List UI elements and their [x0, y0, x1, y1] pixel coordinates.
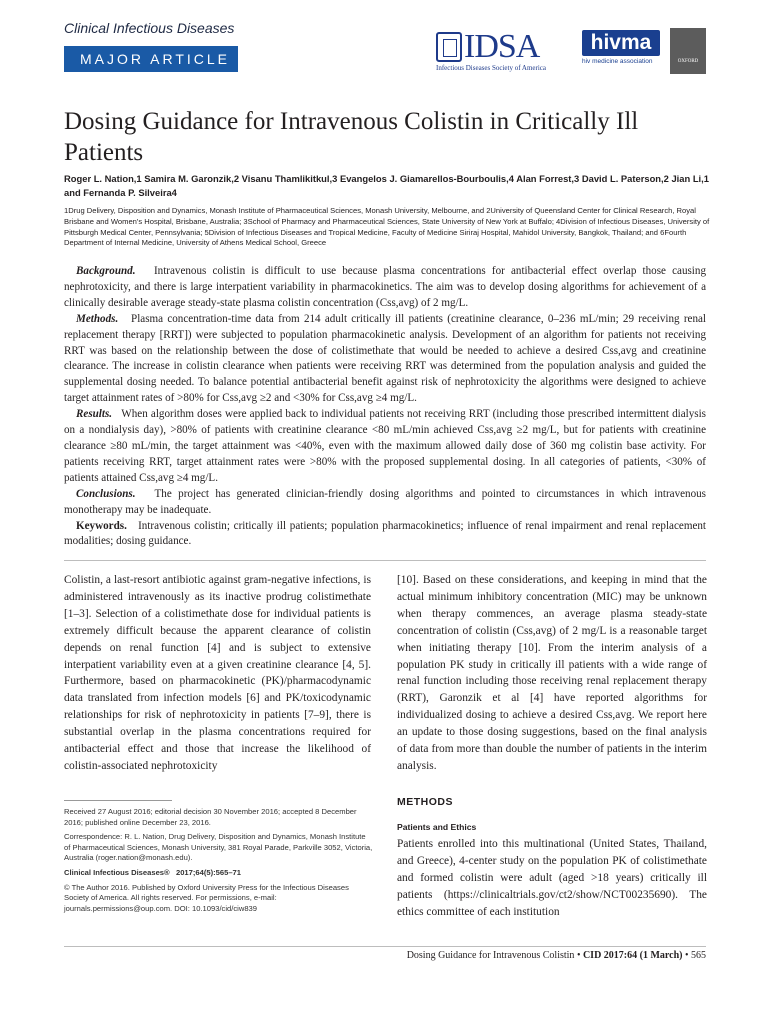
abstract-background	[64, 264, 706, 312]
article-type-badge: MAJOR ARTICLE	[64, 46, 238, 72]
oxford-logo: OXFORD	[670, 28, 706, 74]
abstract-keywords	[64, 519, 706, 551]
running-title: Dosing Guidance for Intravenous Colistin	[406, 950, 575, 961]
abstract-methods	[64, 312, 706, 407]
footer-divider	[64, 946, 706, 947]
results-label: Results.	[76, 408, 113, 421]
background-label: Background.	[76, 265, 136, 277]
abstract	[64, 264, 706, 550]
conclusions-text: The project has generated clinician-friendly dosing algorithms and pointed to circumstances in which intravenous monotherapy may be inadequate.	[64, 487, 706, 516]
copyright: © The Author 2016. Published by Oxford University Press for the Infectious Diseases Society of America. All rights reserved. For permissions, e-mail: journals.permissions@oup.com. DOI: 10.1093/cid/ciw839	[64, 882, 349, 913]
correspondence: Correspondence: R. L. Nation, Drug Delivery, Disposition and Dynamics, Monash Institute of Pharmaceutical Sciences, Monash University, 381 Royal Parade, Parkville 3052, Victoria, Australia (roger.nation@monash.edu).	[64, 832, 373, 863]
intro-right-column: [10]. Based on these considerations, and keeping in mind that the actual minimum inhibitory concentration (MIC) may be unknown when therapy commences, an average plasma steady-state concentration of colistin (Css,avg) of 2 mg/L is a reasonable target when initiating therapy [10]. From the interim analysis of a population PK study in critically ill patients with a wide range of renal function including those receiving renal replacement therapy (RRT), Garonzik et al [4] have reported algorithms for individualized dosing to achieve a desired Css,avg. We report here an update to those dosing suggestions, based on the final analysis of data from more than double the number of patients in the interim analysis.	[397, 574, 707, 772]
citation	[64, 868, 374, 879]
keywords-label: Keywords.	[76, 519, 127, 532]
idsa-seal-icon	[436, 32, 462, 62]
idsa-logo-text: IDSA	[464, 28, 540, 65]
methods-label: Methods.	[76, 312, 119, 325]
background-text: Intravenous colistin is difficult to use because plasma concentrations for antibacterial effect overlap those causing nephrotoxicity, and there is large interpatient variability in pharmacokinetics. The aim was to develop dosing algorithms for achievement of a clinically desirable average steady-state plasma colistin concentration (Css,avg) of 2 mg/L.	[64, 265, 706, 309]
page-footer: Dosing Guidance for Intravenous Colistin • CID 2017:64 (1 March) • 565	[406, 950, 706, 961]
abstract-divider	[64, 560, 706, 561]
keywords-text: Intravenous colistin; critically ill patients; population pharmacokinetics; influence of renal impairment and renal replacement modalities; dosing guidance.	[64, 519, 706, 548]
footnotes	[64, 807, 374, 918]
patients-ethics-heading: Patients and Ethics	[397, 822, 477, 832]
conclusions-label: Conclusions.	[76, 487, 136, 500]
idsa-logo	[436, 30, 574, 70]
hivma-logo	[582, 30, 660, 70]
article-title: Dosing Guidance for Intravenous Colistin in Critically Ill Patients	[64, 108, 639, 166]
journal-name: Clinical Infectious Diseases	[64, 20, 235, 36]
received-dates: Received 27 August 2016; editorial decision 30 November 2016; accepted 8 December 2016; published online December 23, 2016.	[64, 807, 357, 827]
hivma-logo-subtitle: hiv medicine association	[582, 58, 653, 65]
page-number: 565	[691, 950, 706, 961]
hivma-logo-text: hivma	[582, 30, 660, 56]
intro-left-column: Colistin, a last-resort antibiotic against gram-negative infections, is administered intravenously as its inactive prodrug colistimethate [1–3]. Selection of a colistimethate dose for individual patients is extremely difficult because the apparent clearance of colistin depends on renal function [4] and is subject to extensive interpatient variability even at a given creatinine clearance [4, 5]. Furthermore, based on pharmacokinetic (PK)/pharmacodynamic data translated from infection models [6] and PK/toxicodynamic relationships for risk of nephrotoxicity in patients [7–9], there is substantial overlap in the plasma concentrations required for antibacterial effect and those that increase the likelihood of colistin-associated nephrotoxicity	[64, 574, 371, 772]
methods-text: Plasma concentration-time data from 214 adult critically ill patients (creatinine clearance, 0–236 mL/min; 29 receiving renal replacement therapy [RRT]) were subjected to population pharmacokinetic analysis. Development of an algorithm for patients not receiving RRT was based on the relationship between the dose of colistimethate that would be needed to achieve a desired Css,avg and creatinine clearance. The increase in colistin clearance when patients were receiving RRT was determined from the population analysis and guided the supplemental dosing needed. To balance potential antibacterial benefit against risk of nephrotoxicity the algorithms were designed to achieve target attainment rates of >80% for Css,avg ≥2 and <30% for Css,avg ≥4 mg/L.	[64, 312, 706, 405]
footnote-divider	[64, 800, 172, 801]
idsa-logo-subtitle: Infectious Diseases Society of America	[436, 64, 547, 72]
patients-ethics-text: Patients enrolled into this multinational (United States, Thailand, and Greece), 4-center study on the population PK of colistimethate and formed colistin were adult (aged >18 years) critically ill patients (https://clinicaltrials.gov/ct2/show/NCT00235690). The ethics committee of each institution	[397, 838, 707, 918]
methods-heading: METHODS	[397, 796, 453, 808]
citation-volume: 2017;64(5):565–71	[175, 867, 241, 877]
issue-info: CID 2017:64 (1 March)	[582, 950, 683, 961]
abstract-results	[64, 407, 706, 487]
abstract-conclusions	[64, 487, 706, 519]
results-text: When algorithm doses were applied back to individual patients not receiving RRT (including those prescribed intermittent dialysis on a nondialysis day), >80% of patients with creatinine clearance <80 mL/min achieved Css,avg ≥2 mg/L, but for patients with creatinine clearance ≥80 mL/min, the target attainment was <40%, even with the maximum allowed daily dose of 360 mg colistin base activity. For patients receiving RRT, target attainment rates were >80% with the proposed supplemental dosing. In all categories of patients, <30% of patients attained Css,avg ≥4 mg/L.	[64, 408, 706, 484]
affiliations: 1Drug Delivery, Disposition and Dynamics, Monash Institute of Pharmaceutical Sciences, Monash University, Melbourne, and 2University of Queensland Center for Clinical Research, Royal Brisbane and Women's Hospital, Brisbane, Australia; 3School of Pharmacy and Pharmaceutical Sciences, State University of New York at Buffalo; 4Division of Infectious Diseases, University of Pittsburgh Medical Center, Pennsylvania; 5Division of Infectious Diseases and Tropical Medicine, Faculty of Medicine Siriraj Hospital, Mahidol University, Bangkok, Thailand; and 6Fourth Department of Internal Medicine, University of Athens Medical School, Greece	[64, 206, 710, 248]
citation-journal: Clinical Infectious Diseases®	[64, 867, 170, 877]
author-list: Roger L. Nation,1 Samira M. Garonzik,2 Visanu Thamlikitkul,3 Evangelos J. Giamarellos-Bourboulis,4 Alan Forrest,3 David L. Paterson,2 Jian Li,1 and Fernanda P. Silveira4	[64, 173, 709, 198]
